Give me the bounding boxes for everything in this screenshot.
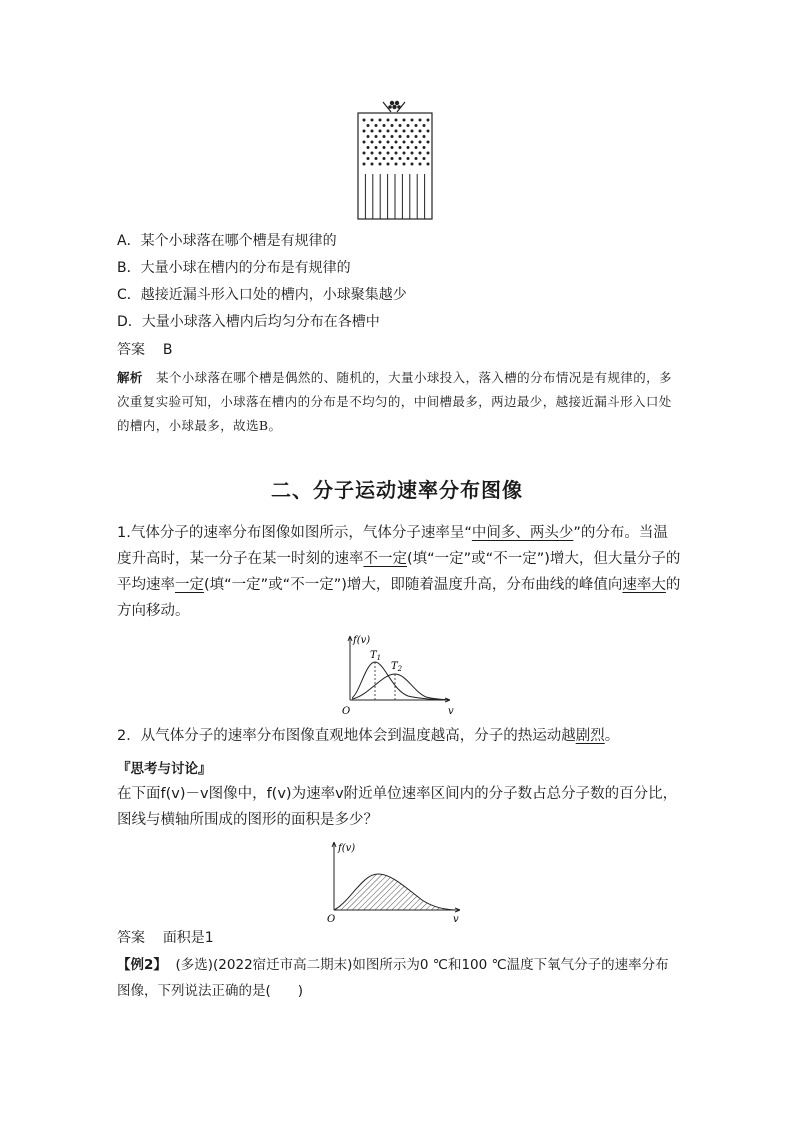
peg-dot <box>427 163 430 166</box>
peg-dot <box>407 146 410 149</box>
peg-dot <box>371 130 374 133</box>
peg-dot <box>419 141 422 144</box>
peg-dot <box>379 163 382 166</box>
example-label: 【例2】 <box>117 957 167 973</box>
blank-answer-4: 速率大 <box>622 577 666 593</box>
peg-dot <box>363 119 366 122</box>
para2-text-2: 。 <box>604 728 620 744</box>
section-heading: 二、分子运动速率分布图像 <box>271 478 523 502</box>
peg-dot <box>403 141 406 144</box>
graph1-xlabel: v <box>448 706 454 717</box>
peg-dot <box>419 130 422 133</box>
option-a: A．某个小球落在哪个槽是有规律的 <box>117 233 337 249</box>
para1-text-4: (填“一定”或“不一定”)增大，即随着温度升高，分布曲线的峰值向 <box>204 577 623 593</box>
peg-dot <box>419 163 422 166</box>
peg-dot <box>415 157 418 160</box>
graph2-xlabel: v <box>453 914 459 924</box>
peg-dot <box>403 152 406 155</box>
option-d: D．大量小球落入槽内后均匀分布在各槽中 <box>117 314 380 330</box>
peg-dot <box>387 141 390 144</box>
galton-board-figure <box>355 98 435 222</box>
peg-dot <box>387 152 390 155</box>
graph2-ylabel: f(v) <box>338 843 356 854</box>
peg-dot <box>399 124 402 127</box>
para2-text-1: 2．从气体分子的速率分布图像直观地体会到温度越高，分子的热运动越 <box>117 728 576 744</box>
peg-dot <box>415 135 418 138</box>
shaded-area <box>334 874 456 910</box>
peg-dot <box>379 152 382 155</box>
graph1-origin: O <box>342 706 351 717</box>
peg-dot <box>371 163 374 166</box>
option-c: C．越接近漏斗形入口处的槽内，小球聚集越少 <box>117 287 407 303</box>
peg-dot <box>363 152 366 155</box>
peg-dot <box>403 119 406 122</box>
blank-answer-1: 中间多、两头少 <box>471 525 574 541</box>
peg-dot <box>403 163 406 166</box>
peg-dot <box>379 130 382 133</box>
peg-dot <box>371 141 374 144</box>
t1-label: $T_1$ <box>370 650 382 662</box>
peg-dot <box>411 130 414 133</box>
peg-dot <box>423 135 426 138</box>
blank-answer-2: 不一定 <box>363 551 407 567</box>
explanation-label: 解析 <box>117 370 143 385</box>
peg-dot <box>395 152 398 155</box>
peg-dot <box>375 124 378 127</box>
answer-value: B <box>162 342 173 358</box>
peg-dot <box>391 157 394 160</box>
peg-dot <box>427 119 430 122</box>
answer2-label: 答案 <box>117 930 145 946</box>
peg-dot <box>371 152 374 155</box>
peg-dot <box>415 146 418 149</box>
graph2-origin: O <box>327 914 336 924</box>
peg-dot <box>383 146 386 149</box>
slot-lines <box>365 174 424 219</box>
t2-label: $T_2$ <box>391 661 403 673</box>
peg-dot <box>395 141 398 144</box>
peg-dot <box>427 130 430 133</box>
peg-dot <box>367 135 370 138</box>
peg-dot <box>411 141 414 144</box>
example-text: (多选)(2022宿迁市高二期末)如图所示为0 ℃和100 ℃温度下氧气分子的速率分布图像，下列说法正确的是( ) <box>117 957 669 999</box>
peg-dot <box>399 135 402 138</box>
para1-text-2: ”的分布。当温度升高时，某一分子在某一时刻的速率 <box>117 525 668 567</box>
peg-dot <box>379 141 382 144</box>
peg-dot <box>363 141 366 144</box>
peg-dot <box>391 135 394 138</box>
option-b: B．大量小球在槽内的分布是有规律的 <box>117 260 351 276</box>
peg-dot <box>423 146 426 149</box>
para1-text-3: (填“一定”或“不一定”)增大，但大量分子的平均速率 <box>117 551 681 593</box>
example-2 <box>117 952 682 1004</box>
explanation <box>117 366 682 438</box>
paragraph-1 <box>117 520 682 624</box>
peg-dot <box>367 124 370 127</box>
peg-grid <box>363 119 430 166</box>
peg-dot <box>423 124 426 127</box>
peg-dot <box>371 119 374 122</box>
answer-label: 答案 <box>117 342 145 358</box>
peg-dot <box>375 135 378 138</box>
paragraph-2 <box>117 723 682 749</box>
peg-dot <box>387 130 390 133</box>
answer-2 <box>117 929 214 947</box>
peg-dot <box>375 146 378 149</box>
peg-dot <box>419 119 422 122</box>
graph1-ylabel: f(v) <box>353 635 371 646</box>
blank-answer-3: 一定 <box>175 577 204 593</box>
peg-dot <box>423 157 426 160</box>
peg-dot <box>387 119 390 122</box>
para1-text-5: 的方向移动。 <box>117 577 681 619</box>
curve-t2 <box>352 674 448 700</box>
peg-dot <box>375 157 378 160</box>
peg-dot <box>383 135 386 138</box>
peg-dot <box>407 124 410 127</box>
peg-dot <box>395 163 398 166</box>
peg-dot <box>367 157 370 160</box>
peg-dot <box>367 146 370 149</box>
question: 在下面f(v)－v图像中，f(v)为速率v附近单位速率区间内的分子数占总分子数的百分比，图线与横轴所围成的图形的面积是多少？ <box>117 786 678 828</box>
peg-dot <box>427 152 430 155</box>
para1-text-1: 1.气体分子的速率分布图像如图所示，气体分子速率呈“ <box>117 525 472 541</box>
peg-dot <box>395 130 398 133</box>
peg-dot <box>387 163 390 166</box>
discussion-label: 『思考与讨论』 <box>117 761 212 777</box>
peg-dot <box>415 124 418 127</box>
peg-dot <box>411 119 414 122</box>
peg-dot <box>379 119 382 122</box>
answer-1 <box>117 341 172 359</box>
peg-dot <box>399 157 402 160</box>
peg-dot <box>395 119 398 122</box>
peg-dot <box>363 130 366 133</box>
peg-dot <box>391 146 394 149</box>
peg-dot <box>427 141 430 144</box>
peg-dot <box>399 146 402 149</box>
peg-dot <box>411 163 414 166</box>
peg-dot <box>407 157 410 160</box>
peg-dot <box>363 163 366 166</box>
peg-dot <box>383 157 386 160</box>
speed-distribution-graph-2 <box>322 838 467 924</box>
answer2-value: 面积是1 <box>162 930 214 946</box>
peg-dot <box>391 124 394 127</box>
peg-dot <box>407 135 410 138</box>
explanation-text: 某个小球落在哪个槽是偶然的、随机的，大量小球投入，落入槽的分布情况是有规律的，多次重复实验可知，小球落在槽内的分布是不均匀的，中间槽最多，两边最少，越接近漏斗形入口处的槽内，小球最多，故选B。 <box>117 370 672 433</box>
peg-dot <box>403 130 406 133</box>
peg-dot <box>419 152 422 155</box>
blank-answer-5: 剧烈 <box>575 728 605 744</box>
speed-distribution-graph-1 <box>338 632 458 718</box>
peg-dot <box>411 152 414 155</box>
peg-dot <box>383 124 386 127</box>
